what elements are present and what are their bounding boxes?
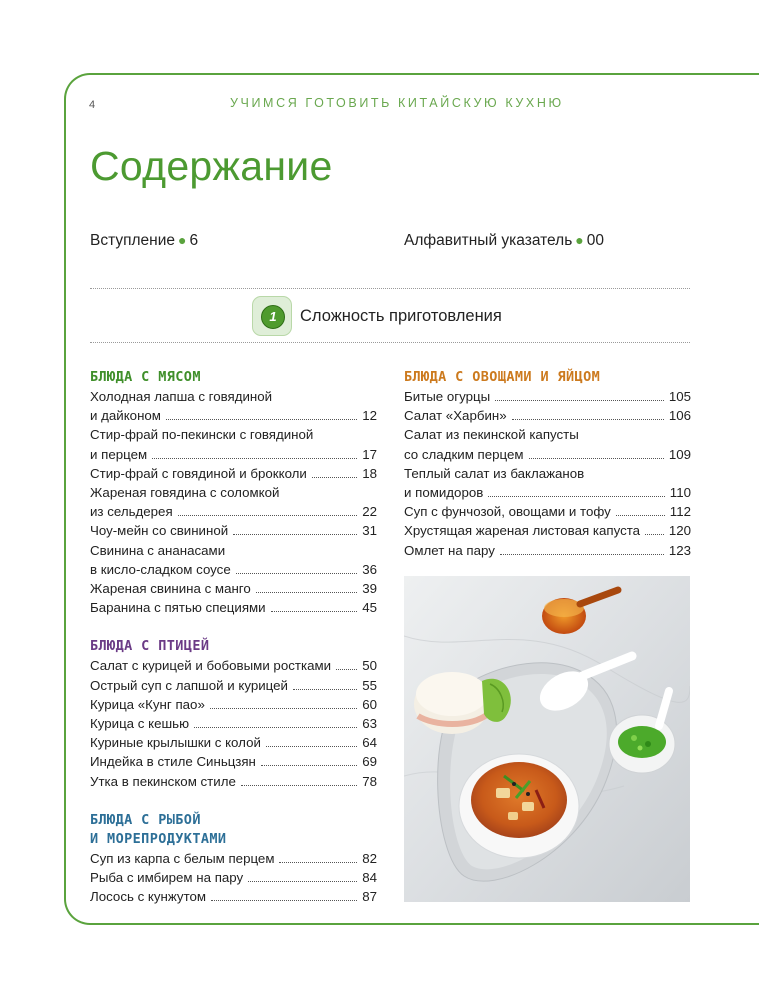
toc-entry[interactable]: Утка в пекинском стиле 78 (90, 773, 377, 789)
toc-entry[interactable]: Жареная говядина с соломкой из сельдерея 22 (90, 485, 377, 520)
toc-left-column (90, 368, 377, 906)
section-heading-meat: БЛЮДА С МЯСОМ (90, 369, 201, 385)
section-heading-poultry: БЛЮДА С ПТИЦЕЙ (90, 638, 210, 655)
toc-entry[interactable]: Битые огурцы 105 (404, 389, 691, 404)
toc-entry[interactable]: Куриные крылышки с колой 64 (90, 735, 377, 751)
toc-entry[interactable]: Чоу-мейн со свининой 31 (90, 523, 377, 539)
toc-entry[interactable]: Хрустящая жареная листовая капуста 120 (404, 523, 691, 539)
page-number: 4 (89, 99, 96, 111)
toc-entry[interactable]: Лосось с кунжутом 87 (90, 889, 377, 905)
toc-entry[interactable]: Стир-фрай с говядиной и брокколи 18 (90, 465, 377, 481)
difficulty-badge (252, 296, 292, 336)
difficulty-level-icon: 1 (261, 305, 285, 329)
toc-entry[interactable]: Салат из пекинской капусты со сладким перцем 109 (404, 427, 691, 462)
index-link[interactable] (404, 232, 604, 250)
food-photo (404, 576, 690, 902)
toc-entry[interactable]: Баранина с пятью специями 45 (90, 600, 377, 616)
toc-entry[interactable]: Курица «Кунг пао» 60 (90, 696, 377, 712)
bullet-icon: ● (575, 232, 584, 248)
running-title: УЧИМСЯ ГОТОВИТЬ КИТАЙСКУЮ КУХНЮ (230, 96, 564, 110)
toc-entry[interactable]: Салат «Харбин» 106 (404, 408, 691, 424)
toc-right-column (404, 368, 691, 560)
toc-entry[interactable]: Омлет на пару 123 (404, 542, 691, 558)
toc-entry[interactable]: Суп из карпа с белым перцем 82 (90, 850, 377, 866)
toc-entry[interactable]: Стир-фрай по-пекински с говядиной и перцем 17 (90, 427, 377, 462)
index-label: Алфавитный указатель (404, 232, 573, 249)
index-page: 00 (586, 232, 604, 249)
toc-entry[interactable]: Острый суп с лапшой и курицей 55 (90, 677, 377, 693)
toc-entry[interactable]: Свинина с ананасами в кисло-сладком соусе 36 (90, 542, 377, 577)
section-heading-fish: БЛЮДА С РЫБОЙ И МОРЕПРОДУКТАМИ (90, 811, 227, 847)
divider-bottom (90, 342, 690, 343)
toc-entry[interactable]: Индейка в стиле Синьцзян 69 (90, 754, 377, 770)
toc-entry[interactable]: Теплый салат из баклажанов и помидоров 110 (404, 465, 691, 501)
page-title: Содержание (90, 143, 333, 189)
section-heading-vegetables: БЛЮДА С ОВОЩАМИ И ЯЙЦОМ (404, 369, 601, 385)
toc-entry[interactable]: Салат с курицей и бобовыми ростками 50 (90, 658, 377, 674)
difficulty-label: Сложность приготовления (300, 307, 502, 325)
toc-entry[interactable]: Жареная свинина с манго 39 (90, 581, 377, 597)
intro-page: 6 (189, 232, 199, 249)
intro-link[interactable] (90, 232, 198, 250)
toc-entry[interactable]: Холодная лапша с говядиной и дайконом 12 (90, 389, 377, 424)
toc-entry[interactable]: Рыба с имбирем на пару 84 (90, 870, 377, 886)
intro-label: Вступление (90, 232, 176, 249)
toc-entry[interactable]: Курица с кешью 63 (90, 716, 377, 732)
bullet-icon: ● (178, 232, 187, 248)
divider-top (90, 288, 690, 289)
toc-entry[interactable]: Суп с фунчозой, овощами и тофу 112 (404, 504, 691, 520)
